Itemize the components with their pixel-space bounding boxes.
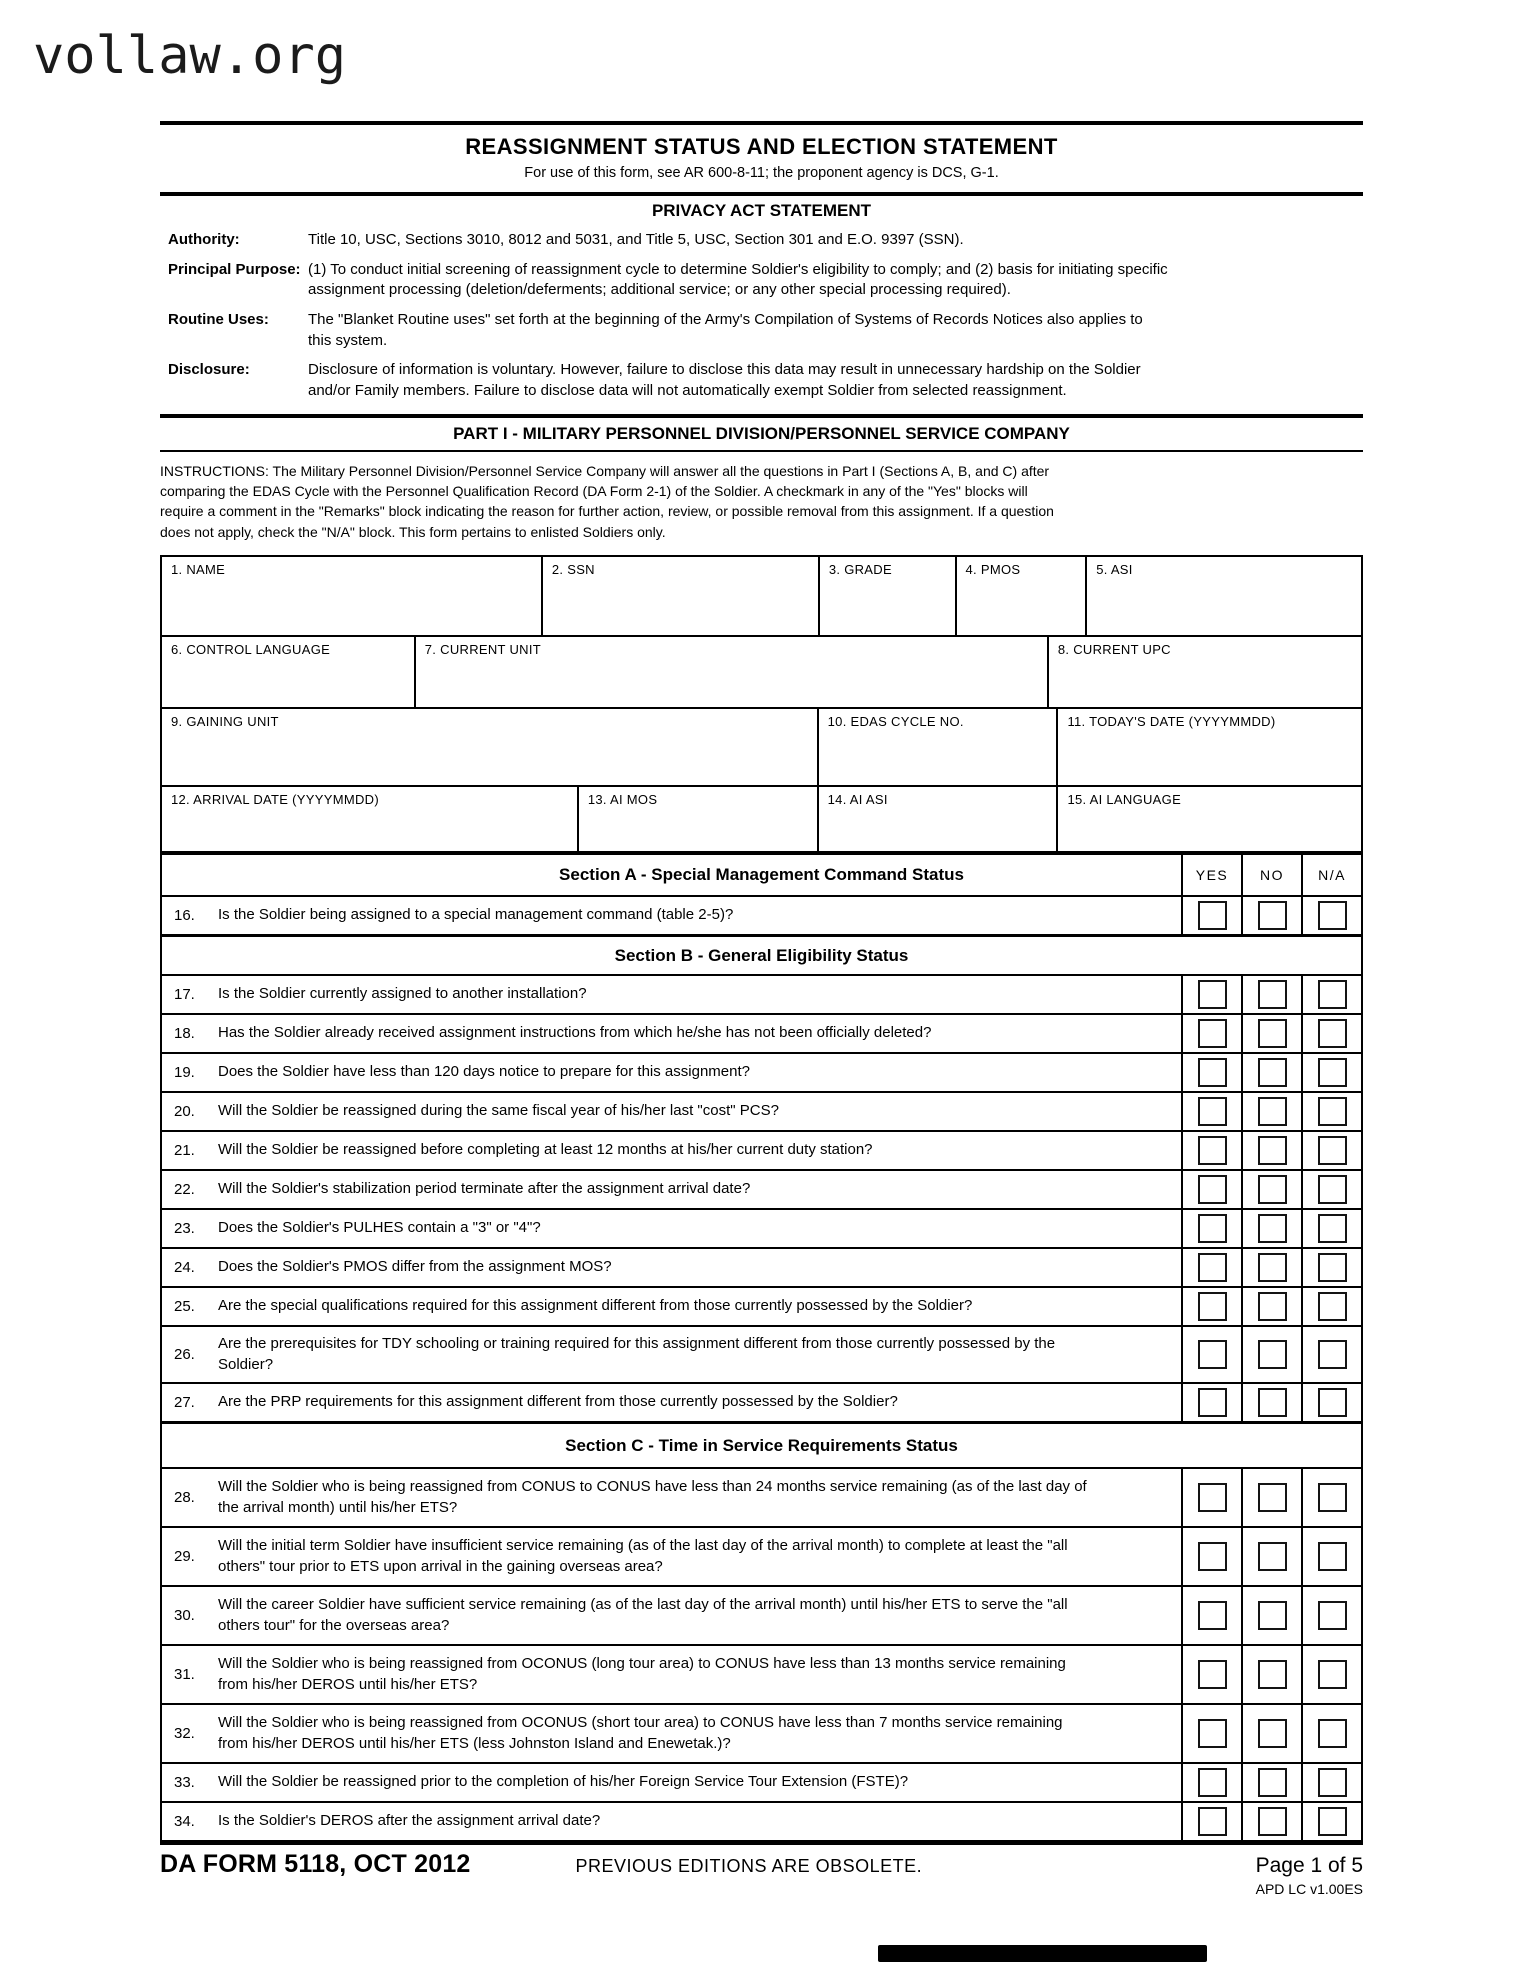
field-asi[interactable]: 5. ASI <box>1085 557 1361 635</box>
section-c-header <box>162 1421 1361 1467</box>
question-text: Will the Soldier be reassigned prior to the completion of his/her Foreign Service Tour Extension (FSTE)? <box>218 1773 909 1791</box>
question-number: 18. <box>174 1025 195 1042</box>
checkbox-yes[interactable] <box>1198 1807 1227 1836</box>
table-row <box>162 635 1361 707</box>
question-number: 29. <box>174 1548 195 1565</box>
question-row-19 <box>162 1052 1361 1091</box>
checkbox-na[interactable] <box>1318 1097 1347 1126</box>
checkbox-na[interactable] <box>1318 1768 1347 1797</box>
checkbox-na[interactable] <box>1318 1483 1347 1512</box>
privacy-text: The "Blanket Routine uses" set forth at the beginning of the Army's Compilation of Systems of Records Notices also applies to this system. <box>308 311 1143 349</box>
checkbox-no[interactable] <box>1258 1601 1287 1630</box>
checkbox-na[interactable] <box>1318 901 1347 930</box>
checkbox-yes[interactable] <box>1198 1292 1227 1321</box>
checkbox-na[interactable] <box>1318 1719 1347 1748</box>
question-text: Has the Soldier already received assignment instructions from which he/she has not been officially deleted? <box>218 1024 932 1042</box>
checkbox-no[interactable] <box>1258 1136 1287 1165</box>
checkbox-na[interactable] <box>1318 980 1347 1009</box>
footer <box>160 1850 1363 1897</box>
question-row-27 <box>162 1382 1361 1421</box>
checkbox-no[interactable] <box>1258 1807 1287 1836</box>
privacy-text: Disclosure of information is voluntary. However, failure to disclose this data may result in unnecessary hardship on the Soldier and/or Family members. Failure to disclose data will not automatically exempt Soldier from selected reassignment. <box>308 361 1141 400</box>
checkbox-na[interactable] <box>1318 1660 1347 1689</box>
question-text: Are the special qualifications required for this assignment different from those currently possessed by the Soldier? <box>218 1297 973 1315</box>
privacy-text: Title 10, USC, Sections 3010, 8012 and 5031, and Title 5, USC, Section 301 and E.O. 9397 (SSN). <box>308 231 964 248</box>
divider <box>160 450 1363 452</box>
version-label: APD LC v1.00ES <box>1255 1881 1363 1897</box>
checkbox-na[interactable] <box>1318 1214 1347 1243</box>
checkbox-no[interactable] <box>1258 1175 1287 1204</box>
checkbox-yes[interactable] <box>1198 1483 1227 1512</box>
question-text: Will the Soldier who is being reassigned from CONUS to CONUS have less than 24 months service remaining (as of the last day of the arrival month) until his/her ETS? <box>218 1478 1087 1516</box>
checkbox-no[interactable] <box>1258 1483 1287 1512</box>
question-number: 33. <box>174 1774 195 1791</box>
questions-table <box>160 851 1363 1840</box>
yes-column-header: YES <box>1181 855 1241 895</box>
privacy-label: Disclosure: <box>168 361 250 379</box>
field-ai-asi[interactable]: 14. AI ASI <box>817 787 1057 851</box>
part1-heading: PART I - MILITARY PERSONNEL DIVISION/PERSONNEL SERVICE COMPANY <box>453 423 1070 443</box>
question-text: Does the Soldier's PULHES contain a "3" or "4"? <box>218 1219 541 1237</box>
checkbox-yes[interactable] <box>1198 1601 1227 1630</box>
question-row-30 <box>162 1585 1361 1644</box>
section-a-header <box>162 855 1361 895</box>
divider <box>160 121 1363 125</box>
checkbox-yes[interactable] <box>1198 1097 1227 1126</box>
question-number: 24. <box>174 1259 195 1276</box>
question-row-20 <box>162 1091 1361 1130</box>
question-text: Will the career Soldier have sufficient service remaining (as of the last day of the arrival month) until his/her ETS to serve the "all others tour" for the overseas area? <box>218 1596 1068 1634</box>
checkbox-yes[interactable] <box>1198 980 1227 1009</box>
divider <box>160 414 1363 418</box>
question-row-29 <box>162 1526 1361 1585</box>
question-text: Are the prerequisites for TDY schooling or training required for this assignment different from those currently possessed by the Soldier? <box>218 1335 1056 1373</box>
question-number: 28. <box>174 1489 195 1506</box>
question-number: 26. <box>174 1346 195 1363</box>
question-row-24 <box>162 1247 1361 1286</box>
checkbox-na[interactable] <box>1318 1253 1347 1282</box>
question-text: Is the Soldier's DEROS after the assignment arrival date? <box>218 1812 601 1830</box>
question-number: 20. <box>174 1103 195 1120</box>
checkbox-yes[interactable] <box>1198 1388 1227 1417</box>
field-arrival-date[interactable]: 12. ARRIVAL DATE (YYYYMMDD) <box>171 792 379 807</box>
field-gaining-unit[interactable]: 9. GAINING UNIT <box>171 714 279 729</box>
field-current-unit[interactable]: 7. CURRENT UNIT <box>414 637 1047 707</box>
table-row <box>162 785 1361 851</box>
no-column-header: NO <box>1241 855 1301 895</box>
checkbox-no[interactable] <box>1258 1388 1287 1417</box>
question-text: Will the Soldier's stabilization period terminate after the assignment arrival date? <box>218 1180 751 1198</box>
field-name[interactable]: 1. NAME <box>171 562 226 577</box>
privacy-act-heading: PRIVACY ACT STATEMENT <box>651 201 872 220</box>
question-row-16 <box>162 895 1361 934</box>
form-subtitle: For use of this form, see AR 600-8-11; the proponent agency is DCS, G-1. <box>524 165 999 181</box>
divider <box>160 192 1363 196</box>
question-text: Will the Soldier who is being reassigned from OCONUS (long tour area) to CONUS have less than 13 months service remaining from his/her DEROS until his/her ETS? <box>218 1655 1066 1693</box>
checkbox-yes[interactable] <box>1198 1660 1227 1689</box>
question-row-17 <box>162 974 1361 1013</box>
question-number: 21. <box>174 1142 195 1159</box>
question-number: 17. <box>174 986 195 1003</box>
field-todays-date[interactable]: 11. TODAY'S DATE (YYYYMMDD) <box>1056 709 1361 785</box>
privacy-text: (1) To conduct initial screening of reassignment cycle to determine Soldier's eligibility to comply; and (2) basis for initiating specific assignment processing (deletion/deferments; additional service; or any other special processing required). <box>308 260 1168 299</box>
question-row-23 <box>162 1208 1361 1247</box>
question-text: Are the PRP requirements for this assignment different from those currently possessed by the Soldier? <box>218 1393 898 1411</box>
privacy-label: Principal Purpose: <box>168 260 301 278</box>
checkbox-yes[interactable] <box>1198 1136 1227 1165</box>
checkbox-na[interactable] <box>1318 1542 1347 1571</box>
question-number: 16. <box>174 907 195 924</box>
checkbox-yes[interactable] <box>1198 1058 1227 1087</box>
checkbox-na[interactable] <box>1318 1136 1347 1165</box>
na-column-header: N/A <box>1301 855 1361 895</box>
privacy-label: Routine Uses: <box>168 311 269 329</box>
page-title: REASSIGNMENT STATUS AND ELECTION STATEMENT <box>465 134 1058 159</box>
question-row-34 <box>162 1801 1361 1840</box>
field-ai-language[interactable]: 15. AI LANGUAGE <box>1056 787 1361 851</box>
question-number: 34. <box>174 1813 195 1830</box>
question-number: 31. <box>174 1666 195 1683</box>
obsolete-notice: PREVIOUS EDITIONS ARE OBSOLETE. <box>575 1856 923 1876</box>
checkbox-no[interactable] <box>1258 1097 1287 1126</box>
checkbox-no[interactable] <box>1258 1719 1287 1748</box>
checkbox-no[interactable] <box>1258 1214 1287 1243</box>
question-row-22 <box>162 1169 1361 1208</box>
checkbox-yes[interactable] <box>1198 1340 1227 1369</box>
checkbox-yes[interactable] <box>1198 1542 1227 1571</box>
checkbox-no[interactable] <box>1258 1340 1287 1369</box>
checkbox-na[interactable] <box>1318 1019 1347 1048</box>
section-b-header <box>162 934 1361 974</box>
privacy-label: Authority: <box>168 231 240 248</box>
question-row-18 <box>162 1013 1361 1052</box>
form-number: DA FORM 5118, OCT 2012 <box>160 1850 471 1878</box>
field-grade[interactable]: 3. GRADE <box>818 557 955 635</box>
footer-divider <box>160 1840 1363 1845</box>
field-control-language[interactable]: 6. CONTROL LANGUAGE <box>171 642 331 657</box>
question-row-33 <box>162 1762 1361 1801</box>
question-number: 19. <box>174 1064 195 1081</box>
bottom-bar[interactable] <box>878 1945 1207 1962</box>
checkbox-na[interactable] <box>1318 1340 1347 1369</box>
field-ssn[interactable]: 2. SSN <box>541 557 818 635</box>
section-b-title: Section B - General Eligibility Status <box>614 945 909 965</box>
question-text: Is the Soldier being assigned to a special management command (table 2-5)? <box>218 906 734 924</box>
question-row-32 <box>162 1703 1361 1762</box>
question-text: Does the Soldier have less than 120 days notice to prepare for this assignment? <box>218 1063 750 1081</box>
checkbox-yes[interactable] <box>1198 1175 1227 1204</box>
checkbox-no[interactable] <box>1258 1660 1287 1689</box>
privacy-row-authority <box>160 230 1363 251</box>
site-logo: vollaw.org <box>33 26 347 86</box>
table-row <box>162 557 1361 635</box>
checkbox-na[interactable] <box>1318 1601 1347 1630</box>
page-indicator: Page 1 of 5 <box>1255 1854 1363 1877</box>
question-number: 30. <box>174 1607 195 1624</box>
section-a-title: Section A - Special Management Command Status <box>559 865 964 884</box>
personal-data-table <box>160 555 1363 851</box>
checkbox-yes[interactable] <box>1198 1214 1227 1243</box>
question-row-21 <box>162 1130 1361 1169</box>
question-row-28 <box>162 1467 1361 1526</box>
question-text: Does the Soldier's PMOS differ from the assignment MOS? <box>218 1258 612 1276</box>
privacy-row-principal-purpose <box>160 260 1363 301</box>
checkbox-yes[interactable] <box>1198 901 1227 930</box>
instructions-text: INSTRUCTIONS: The Military Personnel Division/Personnel Service Company will answer all the questions in Part I (Sections A, B, and C) after comparing the EDAS Cycle with the Personnel Qualification Record (DA Form 2-1) of the Soldier. A checkmark in any of the "Yes" blocks will require a comment in the "Remarks" block indicating the reason for further action, review, or possible removal from this assignment. If a question does not apply, check the "N/A" block. This form pertains to enlisted Soldiers only. <box>160 462 1054 540</box>
question-text: Is the Soldier currently assigned to another installation? <box>218 985 587 1003</box>
question-text: Will the Soldier who is being reassigned from OCONUS (short tour area) to CONUS have less than 7 months service remaining from his/her DEROS until his/her ETS (less Johnston Island and Enewetak.)? <box>218 1714 1063 1752</box>
privacy-row-disclosure <box>160 360 1363 401</box>
table-row <box>162 707 1361 785</box>
question-row-25 <box>162 1286 1361 1325</box>
question-row-31 <box>162 1644 1361 1703</box>
field-current-upc[interactable]: 8. CURRENT UPC <box>1047 637 1361 707</box>
checkbox-na[interactable] <box>1318 1058 1347 1087</box>
field-pmos[interactable]: 4. PMOS <box>955 557 1086 635</box>
field-edas-cycle-no[interactable]: 10. EDAS CYCLE NO. <box>817 709 1057 785</box>
question-text: Will the Soldier be reassigned during the same fiscal year of his/her last "cost" PCS? <box>218 1102 779 1120</box>
checkbox-yes[interactable] <box>1198 1253 1227 1282</box>
footer-right <box>1256 1854 1363 1897</box>
question-text: Will the initial term Soldier have insufficient service remaining (as of the last day of the arrival month) to complete at least the "all others" tour prior to ETS upon arrival in the gaining overseas area? <box>218 1537 1068 1575</box>
checkbox-no[interactable] <box>1258 1542 1287 1571</box>
checkbox-no[interactable] <box>1258 1253 1287 1282</box>
question-text: Will the Soldier be reassigned before completing at least 12 months at his/her current duty station? <box>218 1141 873 1159</box>
checkbox-yes[interactable] <box>1198 1019 1227 1048</box>
question-number: 32. <box>174 1725 195 1742</box>
checkbox-no[interactable] <box>1258 1019 1287 1048</box>
checkbox-no[interactable] <box>1258 1292 1287 1321</box>
checkbox-no[interactable] <box>1258 1058 1287 1087</box>
checkbox-no[interactable] <box>1258 901 1287 930</box>
checkbox-no[interactable] <box>1258 1768 1287 1797</box>
checkbox-na[interactable] <box>1318 1292 1347 1321</box>
section-c-title: Section C - Time in Service Requirements Status <box>565 1435 958 1455</box>
checkbox-na[interactable] <box>1318 1807 1347 1836</box>
question-row-26 <box>162 1325 1361 1382</box>
checkbox-yes[interactable] <box>1198 1719 1227 1748</box>
question-number: 22. <box>174 1181 195 1198</box>
checkbox-na[interactable] <box>1318 1388 1347 1417</box>
privacy-row-routine-uses <box>160 310 1363 351</box>
form-content <box>160 121 1363 1897</box>
question-number: 23. <box>174 1220 195 1237</box>
checkbox-na[interactable] <box>1318 1175 1347 1204</box>
field-ai-mos[interactable]: 13. AI MOS <box>577 787 817 851</box>
checkbox-yes[interactable] <box>1198 1768 1227 1797</box>
question-number: 25. <box>174 1298 195 1315</box>
checkbox-no[interactable] <box>1258 980 1287 1009</box>
question-number: 27. <box>174 1394 195 1411</box>
